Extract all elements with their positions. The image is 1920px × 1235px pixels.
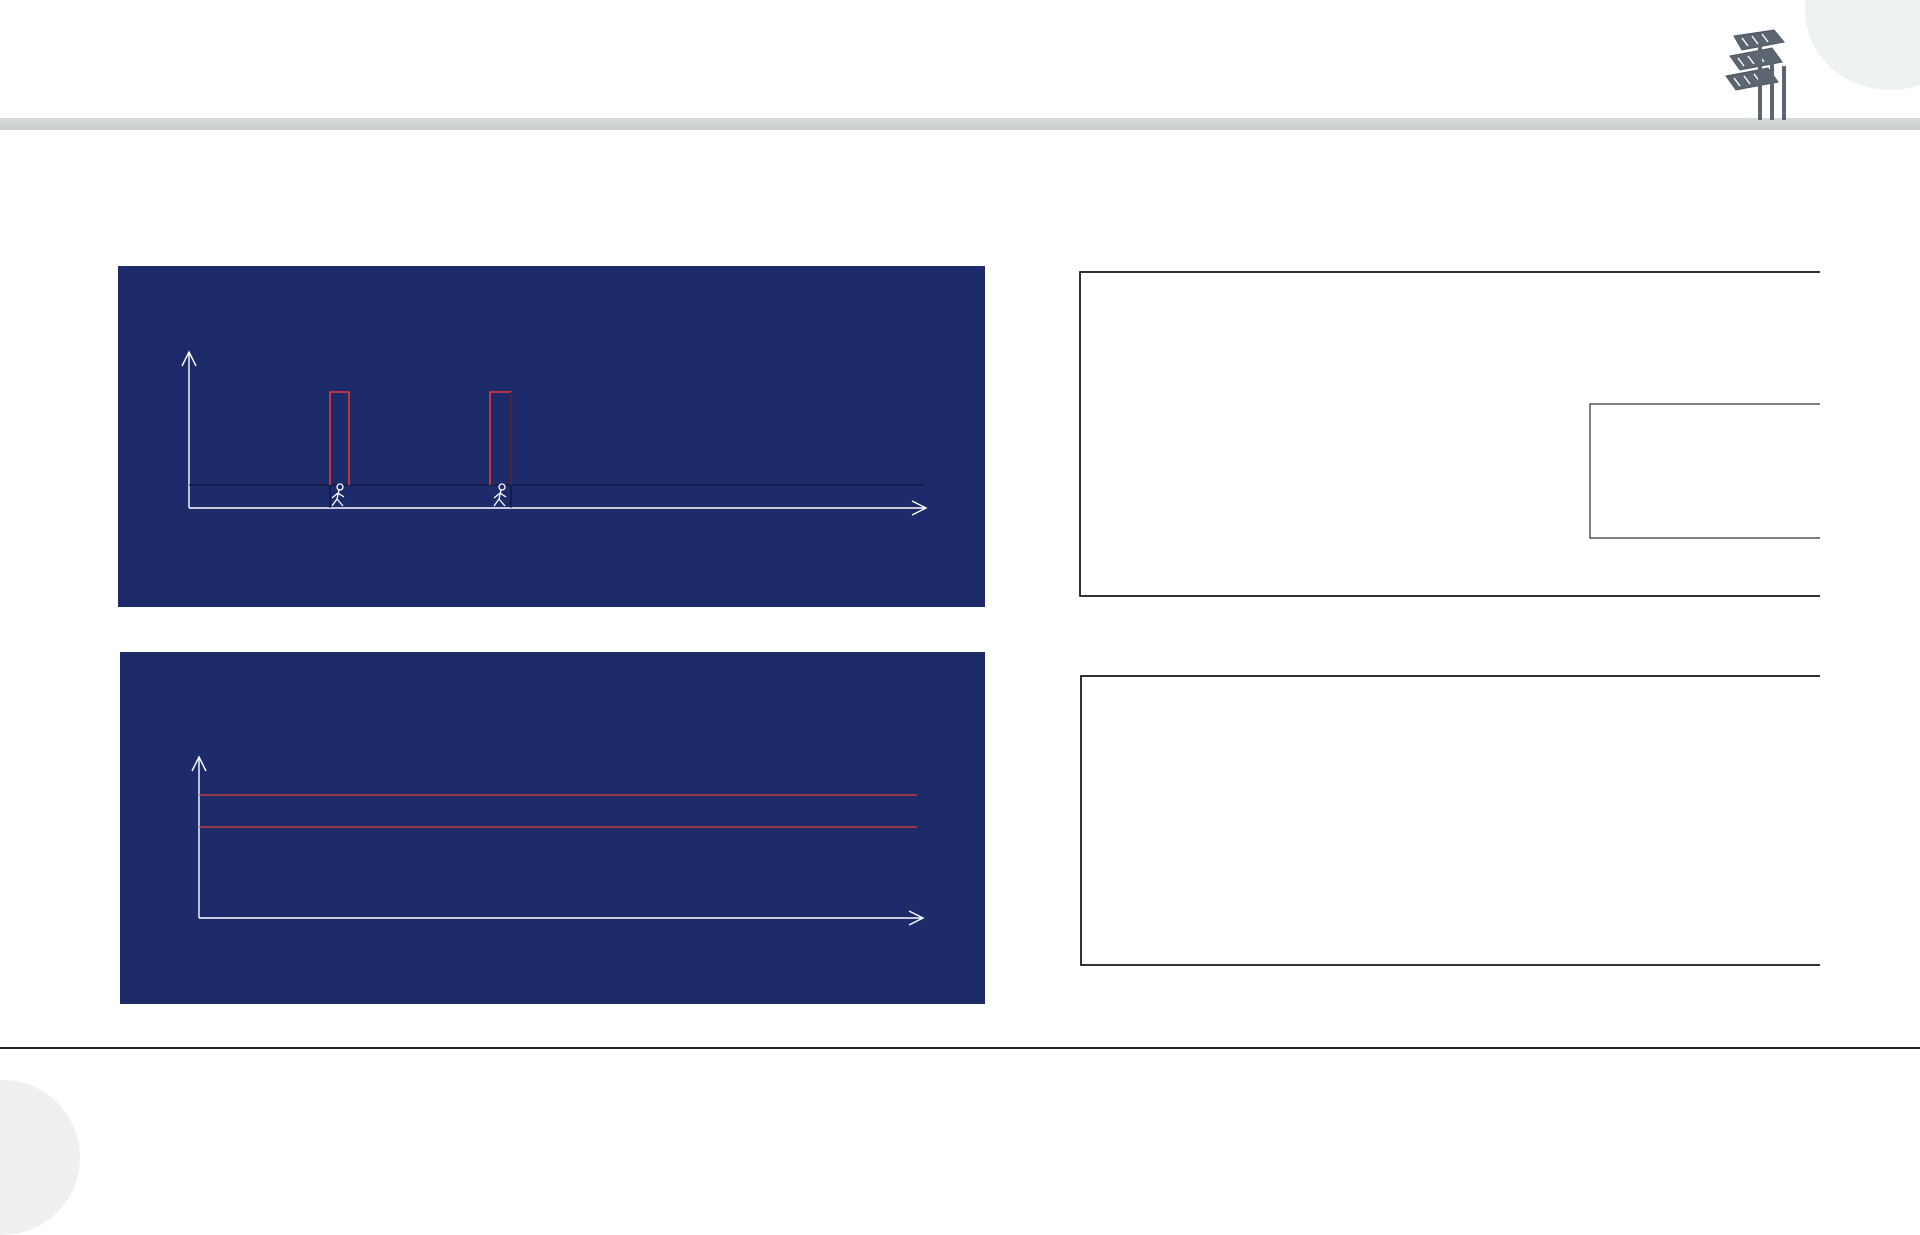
header-band: [0, 118, 1920, 130]
constant-brightness-chart: [120, 652, 985, 1004]
footer-rule: [0, 1047, 1920, 1049]
constant-brightness-panel: [120, 652, 985, 1004]
motion-sensing-chart: [118, 266, 985, 607]
walking-person-icon: [494, 484, 506, 506]
luminance-chart: [1030, 660, 1820, 1020]
motion-sensing-panel: [118, 266, 985, 607]
motion-pulse-2: [490, 392, 511, 485]
budgetary-estimate-chart: [1030, 262, 1820, 642]
walking-person-icon: [332, 484, 344, 506]
corner-decoration-circle-bottom: [0, 1080, 80, 1235]
budgetary-estimate-table: [1590, 404, 1820, 538]
motion-pulse-1: [330, 392, 349, 485]
solar-street-light-icon: [1720, 26, 1830, 122]
